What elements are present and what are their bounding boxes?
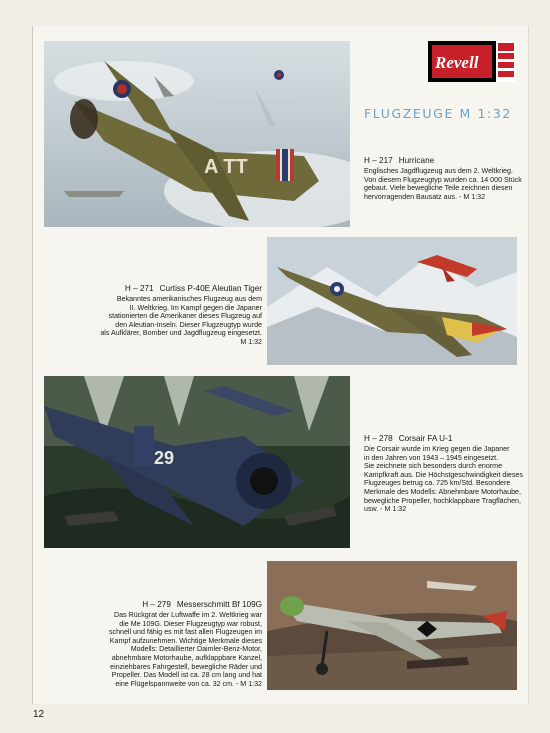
catalog-title: FLUGZEUGE M 1:32 bbox=[364, 106, 512, 121]
item-code: H – 217 bbox=[364, 156, 393, 165]
item-name: Corsair FA U-1 bbox=[398, 434, 453, 443]
corsair-artwork bbox=[44, 376, 350, 548]
item-name: Curtiss P-40E Aleutian Tiger bbox=[159, 284, 262, 293]
desc-line: eine Flügelspannweite von ca. 32 cm. - M 1:32 bbox=[115, 679, 262, 688]
desc-line: Flugzeuges betrug ca. 725 km/Std. Besondere bbox=[364, 479, 511, 488]
desc-line: Modells: Detaillierter Daimler-Benz-Motor, bbox=[130, 645, 262, 654]
entry-messerschmitt bbox=[90, 600, 262, 688]
item-code: H – 271 bbox=[124, 284, 154, 293]
desc-line: Kampfkraft aus. Die Höchstgeschwindigkeit dieses bbox=[364, 470, 523, 479]
hurricane-marking: A TT bbox=[204, 156, 248, 178]
page-number: 12 bbox=[33, 709, 45, 720]
desc-line: die Me 109G. Dieser Flugzeugtyp war robust, bbox=[119, 619, 262, 628]
desc-line: Englisches Jagdflugzeug aus dem 2. Weltkrieg. bbox=[364, 167, 513, 175]
desc-line: als Aufklärer, Bomber und Jagdflugzeug eingesetzt. bbox=[100, 329, 262, 338]
item-code: H – 279 bbox=[142, 600, 171, 609]
revell-logo bbox=[428, 41, 516, 82]
item-name: Messerschmitt Bf 109G bbox=[176, 600, 262, 609]
desc-line: schnell und fähig es mit fast allen Flugzeugen im bbox=[109, 628, 262, 637]
corsair-marking: 29 bbox=[154, 448, 175, 468]
desc-line: Das Rückgrat der Luftwaffe im 2. Weltkrieg war bbox=[114, 611, 262, 619]
item-code: H – 278 bbox=[364, 434, 393, 443]
desc-line: bewegliche Propeller, hochklappbare Tragflächen, bbox=[364, 496, 521, 505]
desc-line: Die Corsair wurde im Krieg gegen die Japaner bbox=[364, 445, 510, 453]
desc-line: Merkmale des Modells: Abnehmbare Motorhaube, bbox=[364, 487, 521, 496]
desc-line: M 1:32 bbox=[240, 337, 262, 346]
messerschmitt-artwork bbox=[267, 561, 517, 690]
desc-line: Kampf aufzunehmen. Wichtige Merkmale dieses bbox=[109, 636, 262, 645]
entry-corsair bbox=[364, 434, 524, 514]
desc-line: einziehbares Fahrgestell, bewegliche Räder und bbox=[110, 662, 262, 671]
desc-line: gebaut. Viele bewegliche Teile zeichnen diesen bbox=[364, 184, 513, 193]
desc-line: Von diesem Flugzeugtyp wurden ca. 14 000 Stück bbox=[364, 175, 522, 184]
desc-line: II. Weltkrieg. Im Kampf gegen die Japaner bbox=[129, 303, 262, 312]
desc-line: Sie zeichnete sich besonders durch enorme bbox=[364, 462, 503, 471]
desc-line: Propeller. Das Modell ist ca. 28 cm lang und hat bbox=[111, 671, 262, 680]
desc-line: usw. - M 1:32 bbox=[364, 505, 407, 514]
desc-line: in den Jahren von 1943 – 1945 eingesetzt. bbox=[364, 453, 499, 462]
desc-line: Bekanntes amerikanisches Flugzeug aus dem bbox=[116, 295, 262, 303]
hurricane-artwork bbox=[44, 41, 350, 227]
desc-line: abnehmbare Motorhaube, aufklappbare Kanzel, bbox=[111, 653, 262, 662]
item-name: Hurricane bbox=[398, 156, 435, 165]
desc-line: den Aleutian-Inseln. Dieser Flugzeugtyp wurde bbox=[115, 320, 262, 329]
curtiss-artwork bbox=[267, 237, 517, 365]
desc-line: stationierten die Amerikaner dieses Flugzeug auf bbox=[108, 312, 262, 321]
entry-curtiss bbox=[100, 284, 262, 347]
desc-line: hervorragenden Bausatz aus. - M 1:32 bbox=[364, 192, 486, 201]
brand-name: Revell bbox=[435, 53, 479, 72]
entry-hurricane bbox=[364, 156, 524, 201]
